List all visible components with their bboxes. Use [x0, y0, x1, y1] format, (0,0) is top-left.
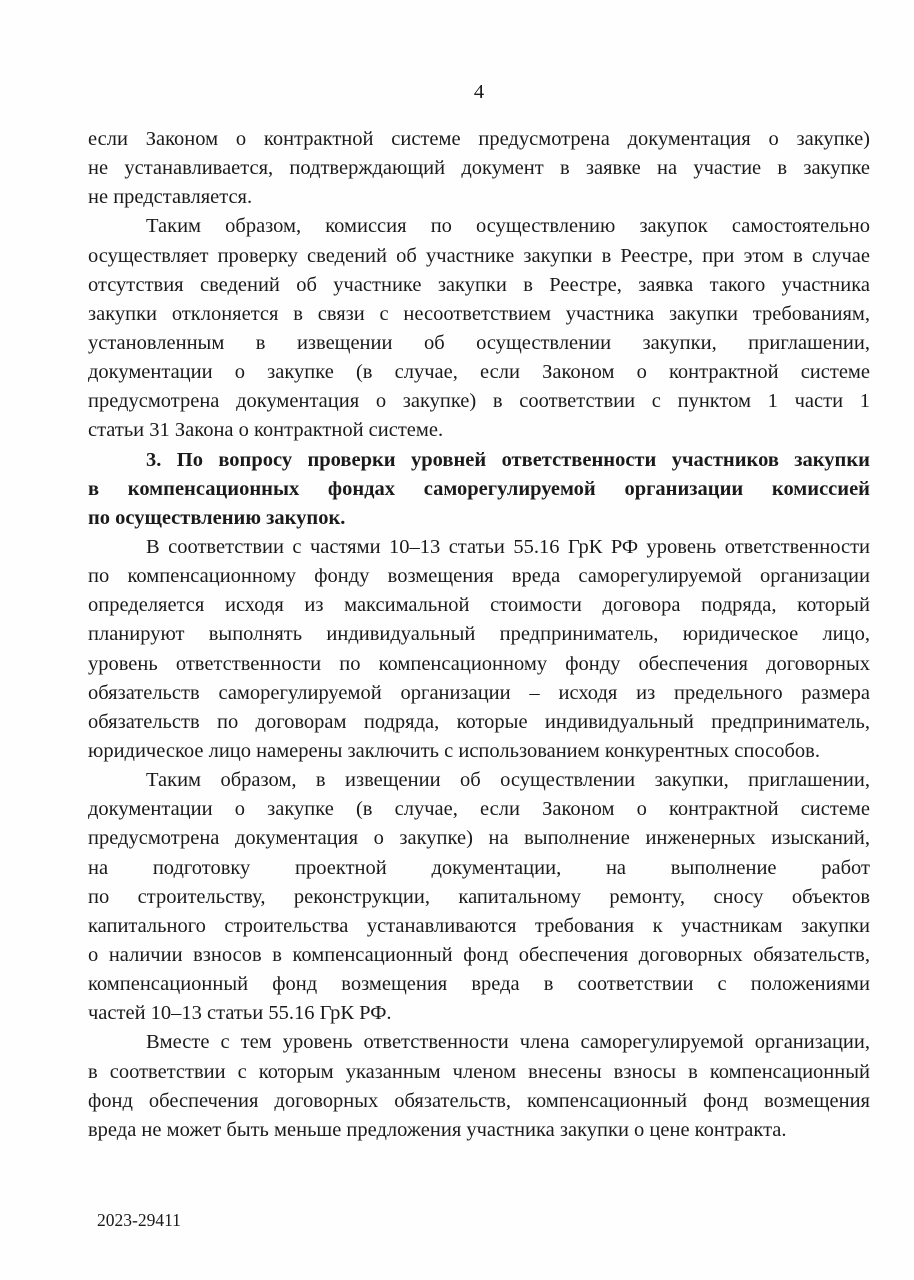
- text-line: отсутствия сведений об участнике закупки в Реестре, заявка такого участника: [88, 273, 870, 296]
- body-text: [88, 125, 870, 1145]
- text-line: предусмотрена документация о закупке) на выполнение инженерных изысканий,: [88, 827, 870, 850]
- text-line: осуществляет проверку сведений об участнике закупки в Реестре, при этом в случае: [88, 244, 870, 267]
- text-line: Таким образом, комиссия по осуществлению закупок самостоятельно: [146, 215, 870, 238]
- text-line: если Законом о контрактной системе предусмотрена документация о закупке): [88, 128, 870, 150]
- text-line: Вместе с тем уровень ответственности члена саморегулируемой организации,: [146, 1031, 870, 1054]
- text-line: определяется исходя из максимальной стоимости договора подряда, который: [88, 594, 870, 617]
- text-line: планируют выполнять индивидуальный предприниматель, юридическое лицо,: [88, 623, 870, 646]
- text-line: не устанавливается, подтверждающий документ в заявке на участие в закупке: [88, 157, 870, 180]
- heading-line: 3. По вопросу проверки уровней ответственности участников закупки: [146, 448, 870, 471]
- document-number: 2023-29411: [97, 1210, 181, 1230]
- section-heading: [88, 446, 870, 533]
- paragraph: [88, 212, 870, 445]
- text-line: установленным в извещении об осуществлении закупки, приглашении,: [88, 331, 870, 354]
- text-line: по строительству, реконструкции, капитальному ремонту, сносу объектов: [88, 885, 870, 908]
- text-line: юридическое лицо намерены заключить с использованием конкурентных способов.: [88, 739, 820, 762]
- text-line: закупки отклоняется в связи с несоответствием участника закупки требованиям,: [88, 302, 870, 325]
- text-line: предусмотрена документация о закупке) в соответствии с пунктом 1 части 1: [88, 390, 870, 413]
- heading-line: в компенсационных фондах саморегулируемой организации комиссией: [88, 477, 870, 500]
- text-line: о наличии взносов в компенсационный фонд обеспечения договорных обязательств,: [88, 943, 870, 966]
- text-line: уровень ответственности по компенсационному фонду обеспечения договорных: [88, 652, 870, 675]
- text-line: документации о закупке (в случае, если Законом о контрактной системе: [88, 361, 870, 384]
- paragraph: [88, 1028, 870, 1145]
- text-line: обязательств саморегулируемой организации – исходя из предельного размера: [88, 681, 870, 704]
- text-line: фонд обеспечения договорных обязательств, компенсационный фонд возмещения: [88, 1089, 870, 1112]
- text-line: компенсационный фонд возмещения вреда в соответствии с положениями: [88, 973, 870, 996]
- text-line: документации о закупке (в случае, если Законом о контрактной системе: [88, 798, 870, 821]
- text-line: В соответствии с частями 10–13 статьи 55.16 ГрК РФ уровень ответственности: [146, 535, 870, 558]
- text-line: капитального строительства устанавливаются требования к участникам закупки: [88, 914, 870, 937]
- text-line: по компенсационному фонду возмещения вреда саморегулируемой организации: [88, 565, 870, 588]
- text-line: в соответствии с которым указанным членом внесены взносы в компенсационный: [88, 1060, 870, 1083]
- paragraph: [88, 533, 870, 766]
- page-number: 4: [473, 81, 485, 103]
- text-line: статьи 31 Закона о контрактной системе.: [88, 419, 444, 442]
- text-line: Таким образом, в извещении об осуществлении закупки, приглашении,: [146, 769, 870, 792]
- heading-line: по осуществлению закупок.: [88, 506, 346, 529]
- text-line: не представляется.: [88, 186, 253, 209]
- text-line: на подготовку проектной документации, на выполнение работ: [88, 856, 870, 879]
- paragraph-continuation: [88, 125, 870, 212]
- text-line: вреда не может быть меньше предложения участника закупки о цене контракта.: [88, 1118, 787, 1141]
- text-line: частей 10–13 статьи 55.16 ГрК РФ.: [88, 1002, 392, 1025]
- text-line: обязательств по договорам подряда, которые индивидуальный предприниматель,: [88, 710, 870, 733]
- paragraph: [88, 766, 870, 1028]
